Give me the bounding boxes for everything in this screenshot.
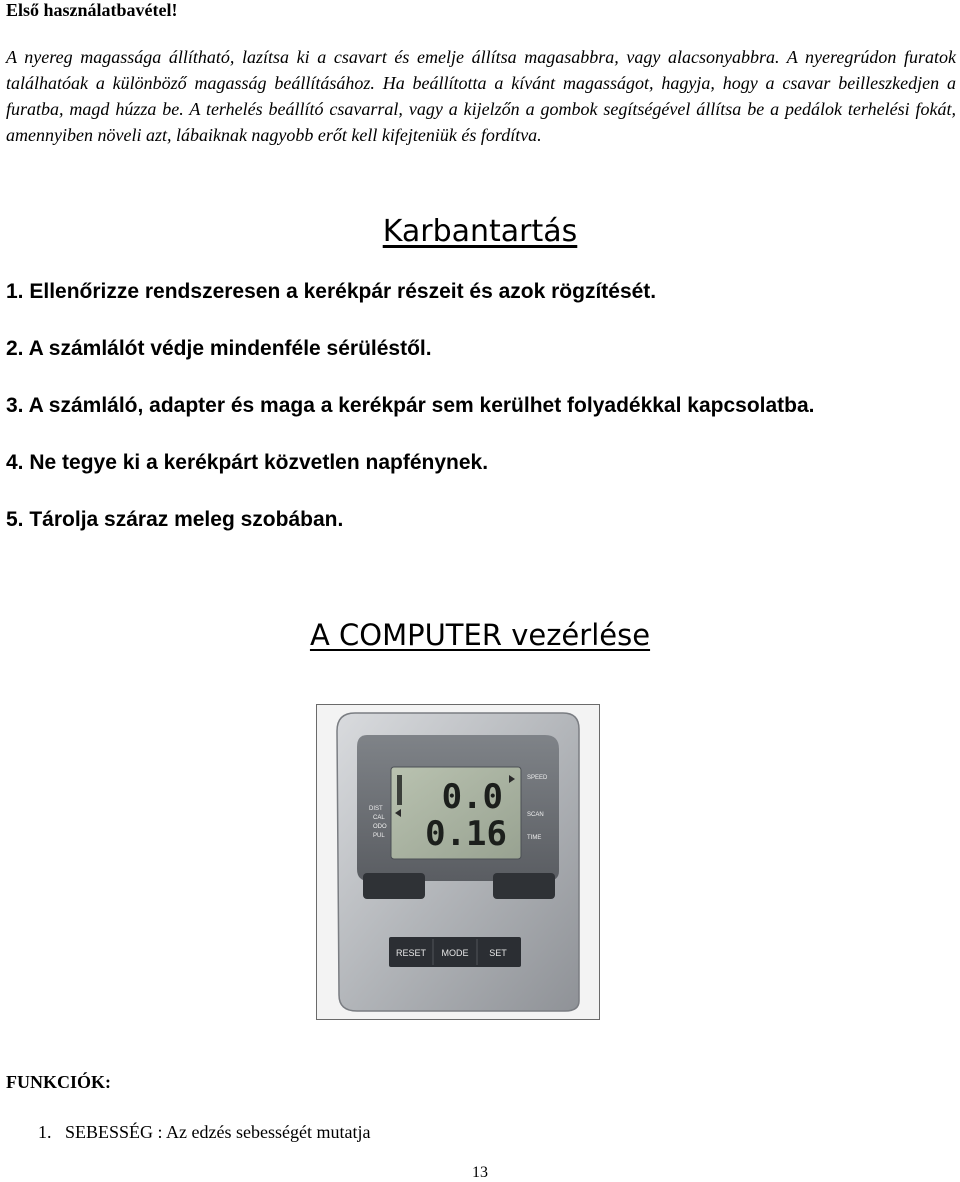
lcd-top-value: 0.0 [441, 777, 503, 817]
computer-heading: A COMPUTER vezérlése [309, 618, 651, 652]
label-pul: PUL [373, 833, 385, 839]
label-speed: SPEED [527, 775, 548, 781]
function-item: 1. SEBESSÉG : Az edzés sebességét mutatja [38, 1122, 371, 1142]
first-use-heading: Első használatbavétel! [6, 0, 178, 20]
label-time: TIME [527, 835, 542, 841]
maintenance-item: 3. A számláló, adapter és maga a kerékpár sem kerülhet folyadékkal kapcsolatba. [6, 394, 815, 417]
set-button[interactable]: SET [489, 948, 507, 958]
page-number: 13 [472, 1164, 488, 1181]
right-pad [493, 873, 555, 899]
functions-list [38, 1122, 370, 1143]
computer-device-photo [316, 704, 600, 1020]
maintenance-heading: Karbantartás [382, 214, 578, 249]
maintenance-item: 2. A számlálót védje mindenféle sérüléstől. [6, 337, 432, 360]
label-dist: DIST [369, 806, 383, 812]
reset-button[interactable]: RESET [395, 948, 427, 958]
functions-heading: FUNKCIÓK: [6, 1072, 111, 1092]
lcd-segment-bar [397, 775, 402, 805]
lcd-bottom-value: 0.16 [425, 814, 507, 854]
label-odo: ODO [373, 824, 387, 830]
maintenance-list [6, 278, 956, 563]
maintenance-item: 5. Tárolja száraz meleg szobában. [6, 508, 344, 531]
label-cal: CAL [373, 815, 385, 821]
maintenance-item: 4. Ne tegye ki a kerékpárt közvetlen napfénynek. [6, 451, 489, 474]
mode-button[interactable]: MODE [441, 948, 469, 958]
maintenance-item: 1. Ellenőrizze rendszeresen a kerékpár részeit és azok rögzítését. [6, 280, 657, 303]
label-scan: SCAN [527, 812, 544, 818]
intro-paragraph: A nyereg magassága állítható, lazítsa ki a csavart és emelje állítsa magasabbra, vagy alacsonyabbra. A nyeregrúdon furatok találhatóak a különböző magasság beállításához. Ha beállította a kívánt magasságot, hagyja, hogy a csavar beilleszkedjen a furatba, magd húzza be. A terhelés beállító csavarral, vagy a kijelzőn a gombok segítségével állítsa be a pedálok terhelési fokát, amennyiben növeli azt, lábaiknak nagyobb erőt kell kifejteniük és fordítva. [6, 47, 956, 145]
left-pad [363, 873, 425, 899]
